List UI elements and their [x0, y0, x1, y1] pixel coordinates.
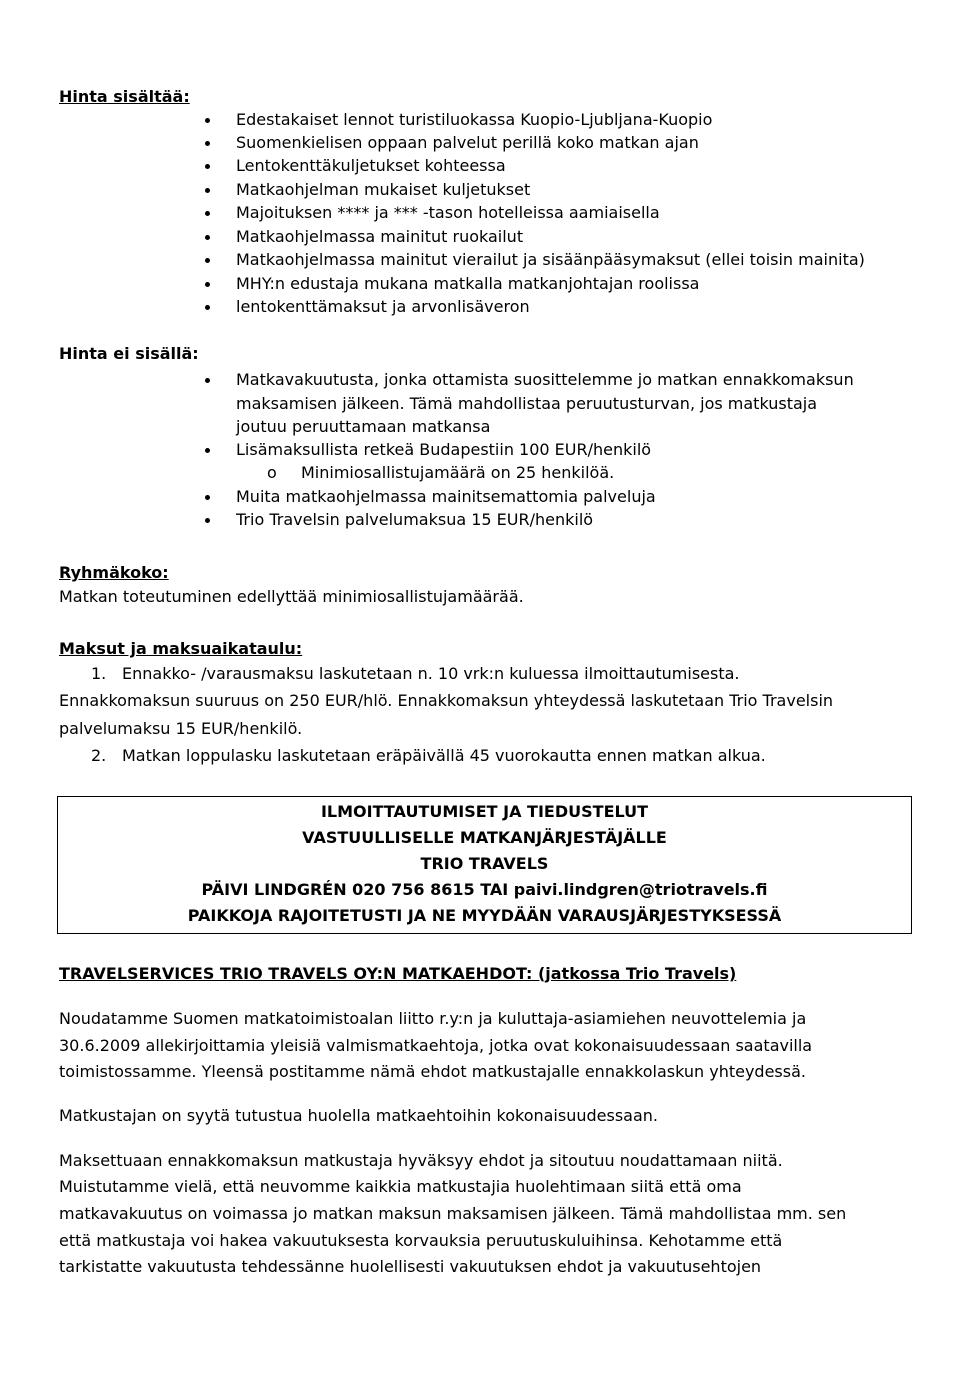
- terms-heading: TRAVELSERVICES TRIO TRAVELS OY:N MATKAEHDOT: (jatkossa Trio Travels): [59, 964, 737, 983]
- payment-item-cont: Ennakkomaksun suuruus on 250 EUR/hlö. Ennakkomaksun yhteydessä laskutetaan Trio Travelsin: [59, 691, 834, 710]
- payment-item: Ennakko- /varausmaksu laskutetaan n. 10 vrk:n kuluessa ilmoittautumisesta.: [122, 664, 740, 683]
- list-item-line: joutuu peruuttamaan matkansa: [236, 417, 491, 436]
- contact-line: TRIO TRAVELS: [420, 854, 549, 873]
- bullet: [205, 211, 210, 216]
- bullet: [205, 378, 210, 383]
- list-item: Lentokenttäkuljetukset kohteessa: [236, 156, 506, 175]
- payment-item: Matkan loppulasku laskutetaan eräpäivällä 45 vuorokautta ennen matkan alkua.: [122, 746, 766, 765]
- list-item: lentokenttämaksut ja arvonlisäveron: [236, 297, 530, 316]
- terms-line: Noudatamme Suomen matkatoimistoalan liitto r.y:n ja kuluttaja-asiamiehen neuvottelemia ja: [59, 1009, 807, 1028]
- list-item: Matkaohjelmassa mainitut vierailut ja sisäänpääsymaksut (ellei toisin mainita): [236, 250, 865, 269]
- terms-line: Maksettuaan ennakkomaksun matkustaja hyväksyy ehdot ja sitoutuu noudattamaan niitä.: [59, 1151, 783, 1170]
- contact-line: PÄIVI LINDGRÉN 020 756 8615 TAI paivi.lindgren@triotravels.fi: [201, 880, 768, 899]
- group-size-text: Matkan toteutuminen edellyttää minimiosallistujamäärää.: [59, 587, 524, 606]
- contact-box: [57, 796, 912, 934]
- list-item: Muita matkaohjelmassa mainitsemattomia palveluja: [236, 487, 656, 506]
- bullet: [205, 164, 210, 169]
- list-item-line: Matkavakuutusta, jonka ottamista suosittelemme jo matkan ennakkomaksun: [236, 370, 854, 389]
- list-item: Suomenkielisen oppaan palvelut perillä koko matkan ajan: [236, 133, 699, 152]
- payments-heading: Maksut ja maksuaikataulu:: [59, 639, 303, 658]
- group-size-heading: Ryhmäkoko:: [59, 563, 169, 582]
- terms-line: tarkistatte vakuutusta tehdessänne huolellisesti vakuutuksen ehdot ja vakuutusehtojen: [59, 1257, 762, 1276]
- list-item: Lisämaksullista retkeä Budapestiin 100 EUR/henkilö: [236, 440, 652, 459]
- includes-heading: Hinta sisältää:: [59, 87, 190, 106]
- bullet: [205, 448, 210, 453]
- list-item: Matkaohjelmassa mainitut ruokailut: [236, 227, 524, 246]
- list-item: Majoituksen **** ja *** -tason hotelleissa aamiaisella: [236, 203, 660, 222]
- excludes-heading: Hinta ei sisällä:: [59, 344, 199, 363]
- list-item: Trio Travelsin palvelumaksua 15 EUR/henkilö: [236, 510, 594, 529]
- sub-bullet: o: [267, 463, 277, 482]
- list-item-line: maksamisen jälkeen. Tämä mahdollistaa peruutusturvan, jos matkustaja: [236, 394, 818, 413]
- list-item: Edestakaiset lennot turistiluokassa Kuopio-Ljubljana-Kuopio: [236, 110, 713, 129]
- payment-item-cont: palvelumaksu 15 EUR/henkilö.: [59, 719, 303, 738]
- list-number: 1.: [91, 664, 107, 683]
- terms-line: matkavakuutus on voimassa jo matkan maksun maksamisen jälkeen. Tämä mahdollistaa mm. sen: [59, 1204, 847, 1223]
- terms-line: toimistossamme. Yleensä postitamme nämä ehdot matkustajalle ennakkolaskun yhteydessä.: [59, 1062, 806, 1081]
- terms-line: 30.6.2009 allekirjoittamia yleisiä valmismatkaehtoja, jotka ovat kokonaisuudessaan saatavilla: [59, 1036, 813, 1055]
- contact-line: VASTUULLISELLE MATKANJÄRJESTÄJÄLLE: [302, 828, 667, 847]
- sub-list-item: Minimiosallistujamäärä on 25 henkilöä.: [301, 463, 615, 482]
- bullet: [205, 305, 210, 310]
- list-item: Matkaohjelman mukaiset kuljetukset: [236, 180, 531, 199]
- bullet: [205, 518, 210, 523]
- bullet: [205, 495, 210, 500]
- terms-line: että matkustaja voi hakea vakuutuksesta korvauksia peruutuskuluihinsa. Kehotamme että: [59, 1231, 783, 1250]
- bullet: [205, 282, 210, 287]
- list-item: MHY:n edustaja mukana matkalla matkanjohtajan roolissa: [236, 274, 700, 293]
- bullet: [205, 235, 210, 240]
- bullet: [205, 188, 210, 193]
- contact-line: PAIKKOJA RAJOITETUSTI JA NE MYYDÄÄN VARAUSJÄRJESTYKSESSÄ: [187, 906, 782, 925]
- list-number: 2.: [91, 746, 107, 765]
- terms-line: Muistutamme vielä, että neuvomme kaikkia matkustajia huolehtimaan siitä että oma: [59, 1177, 742, 1196]
- contact-line: ILMOITTAUTUMISET JA TIEDUSTELUT: [320, 802, 649, 821]
- terms-line: Matkustajan on syytä tutustua huolella matkaehtoihin kokonaisuudessaan.: [59, 1106, 658, 1125]
- bullet: [205, 141, 210, 146]
- bullet: [205, 118, 210, 123]
- bullet: [205, 258, 210, 263]
